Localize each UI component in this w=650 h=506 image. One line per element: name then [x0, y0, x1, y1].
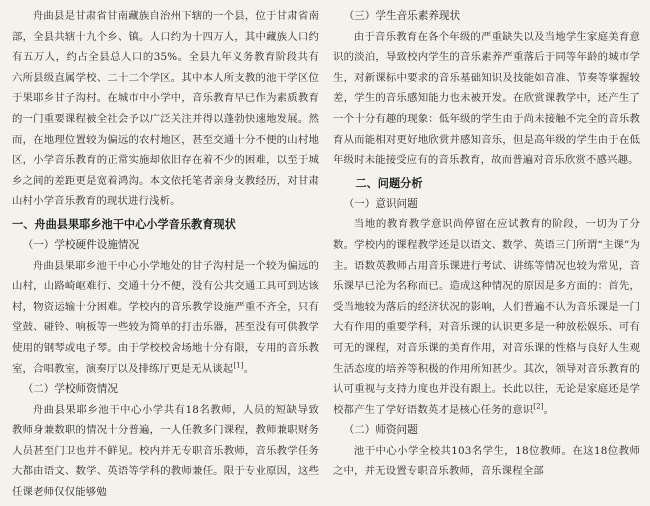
section-heading-problem-analysis: 二、问题分析 [355, 176, 423, 190]
teaching-staff-paragraph: 舟曲县果耶乡池干中心小学共有18名教师，人员的短缺导致教师身兼数职的情况十分普遍，一人任教多门课程，教师兼职财务人员甚至门卫也并不鲜见。校内并无专职音乐教师，音乐教学任务大都由语文、数学、英语等学科的教师兼任。限于专业原因，这些任课老师仅仅能够勉 [12, 403, 319, 499]
student-literacy-paragraph: 由于音乐教育在各个年级的严重缺失以及当地学生家庭美育意识的淡泊，导致校内学生的音乐素养严重落后于同等年龄的城市学生，对新课标中要求的音乐基础知识及技能如音准、节奏等掌握较差，学生的音乐感知能力也未被开发。在欣赏课教学中，还产生了一个十分有趣的现象：低年级的学生由于尚未接触不完全的音乐教育从而能相对更好地欣赏并感知音乐，但是高年级的学生由于在低年级时未能接受应有的音乐教育，故而普遍对音乐欣赏不感兴趣。 [333, 30, 640, 167]
hardware-facilities-end: 。 [243, 362, 255, 375]
awareness-problem-paragraph [333, 214, 640, 420]
awareness-problem-text: 当地的教育教学意识尚停留在应试教育的阶段，一切为了分数。学校内的课程教学还是以语文、数学、英语三门所谓“主课”为主。语数英教师占用音乐课进行考试、讲练等情况也较为常见，音乐课早已沦为名称而已。造成这种情况的原因是多方面的：首先，受当地较为落后的经济状况的影响，人们普遍不认为音乐课是一门大有作用的重要学科，对音乐课的认识更多是一种放松娱乐、可有可无的课程，对音乐课的美育作用，对音乐课的性格与良好人生观生活态度的培养等积极的作用所知甚少。其次，领导对音乐教育的认可重视与支持力度也并没有跟上。长此以往，无论是家庭还是学校都产生了学好语数英才是核心任务的意识 [333, 218, 640, 416]
subheading-student-literacy: （三）学生音乐素养现状 [343, 10, 461, 22]
intro-paragraph: 舟曲县是甘肃省甘南藏族自治州下辖的一个县，位于甘肃省南部，全县共辖十九个乡、镇。人口约为十四万人，其中藏族人口约有五万人，约占全县总人口的35%。全县九年义务教育阶段共有六所县级直属学校、二十二个学区。其中本人所支教的池干学区位于果耶乡甘子沟村。在城市中小学中，音乐教育早已作为素质教育的一门重要课程被全社会予以广泛关注并得以蓬勃快速地发展。然而，在地理位置较为偏远的农村地区，甚至交通十分不便的山村地区，小学音乐教育的正常实施却依旧存在着不少的困难，以至于城乡之间的差距更是宽着鸿沟。本文依托笔者亲身支教经历，对甘肃山村小学音乐教育的现状进行浅析。 [12, 10, 319, 208]
left-column [12, 6, 319, 506]
hardware-facilities-paragraph [12, 256, 319, 380]
citation-ref-2[interactable]: [2] [533, 402, 544, 411]
staffing-problem-paragraph: 池干中心小学全校共103名学生，18位教师。在这18位教师之中，并无设置专职音乐教师，音乐课程全部 [333, 444, 640, 478]
citation-ref-1[interactable]: [1] [233, 361, 244, 370]
subheading-awareness-problem: （一）意识问题 [343, 197, 418, 210]
section-heading-current-status: 一、舟曲县果耶乡池干中心小学音乐教育现状 [12, 217, 236, 231]
subheading-hardware-facilities: （一）学校硬件设施情况 [22, 238, 140, 251]
awareness-problem-end: 。 [543, 403, 555, 416]
hardware-facilities-text: 舟曲县果耶乡池干中心小学地处的甘子沟村是一个较为偏远的山村，山路崎岖难行、交通十分不便，没有公共交通工具可到达该村，物资运输十分困难。学校内的音乐教学设施严重不齐全，只有堂鼓、碰铃、响板等一些较为简单的打击乐器，甚至没有可供教学使用的钢琴或电子琴。由于学校校舍场地十分有限，专用的音乐教室，合唱教室，演奏厅以及排练厅更是无从谈起 [12, 259, 319, 375]
subheading-staffing-problem: （二）师资问题 [343, 424, 418, 437]
right-column [333, 6, 640, 506]
subheading-teaching-staff: （二）学校师资情况 [22, 383, 118, 396]
